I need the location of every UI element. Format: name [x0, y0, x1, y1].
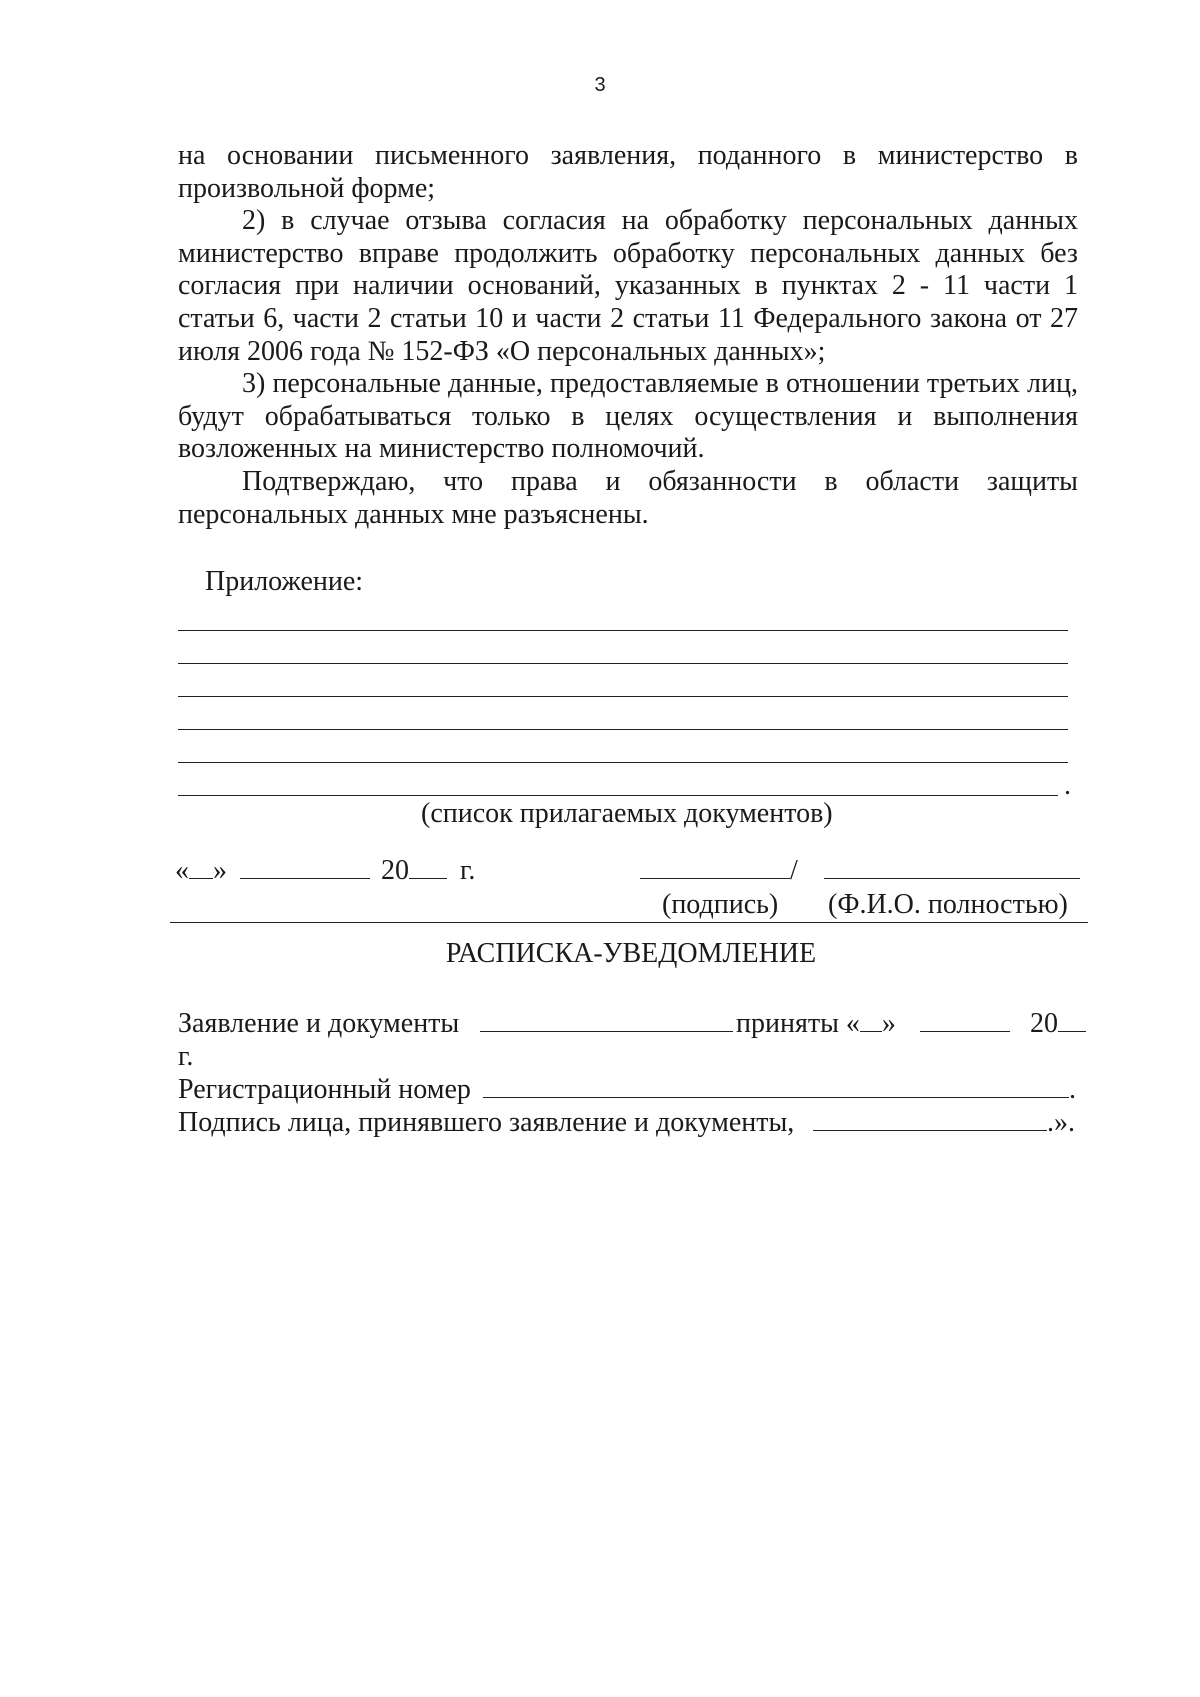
receipt-accepted — [736, 1008, 896, 1040]
appendix-line-end: . — [1064, 770, 1071, 801]
year-prefix: 20 — [381, 855, 409, 886]
page-number: 3 — [594, 74, 606, 96]
paragraph-item-3: 3) персональные данные, предоставляемые в отношении третьих лиц, будут обрабатываться только в целях осуществления и выполнения возложенных на министерство полномочий. — [178, 368, 1078, 465]
section-divider — [170, 922, 1088, 923]
year-blank — [409, 856, 447, 879]
appendix-line-5 — [178, 762, 1068, 763]
receiver-signature-blank-wrap — [813, 1107, 1075, 1139]
accepted-close: » — [881, 1008, 896, 1039]
receiver-signature-label: Подпись лица, принявшего заявление и документы, — [178, 1107, 795, 1138]
appendix-line-1 — [178, 630, 1068, 631]
appendix-caption: (список прилагаемых документов) — [421, 798, 833, 829]
receipt-year-prefix: 20 — [1030, 1008, 1058, 1039]
receipt-docs-label: Заявление и документы — [178, 1008, 460, 1039]
signature-line — [640, 855, 798, 887]
name-caption: (Ф.И.О. полностью) — [828, 889, 1068, 920]
signature-blank — [640, 856, 790, 879]
quote-open: « — [175, 855, 189, 886]
signature-caption: (подпись) — [662, 889, 779, 920]
receipt-heading: РАСПИСКА-УВЕДОМЛЕНИЕ — [445, 938, 817, 969]
month-blank — [240, 856, 370, 879]
receipt-docs-blank-wrap — [480, 1008, 733, 1040]
paragraph-continuation: на основании письменного заявления, поданного в министерство в произвольной форме; — [178, 140, 1078, 204]
day-blank — [189, 856, 213, 879]
receiver-signature-end: .». — [1047, 1107, 1075, 1138]
receipt-year-suffix: г. — [178, 1041, 194, 1072]
name-blank — [824, 856, 1080, 879]
accepted-day-blank — [860, 1009, 882, 1032]
receipt-year — [1030, 1008, 1086, 1040]
reg-number-blank-wrap — [483, 1074, 1076, 1106]
appendix-line-3 — [178, 696, 1068, 697]
reg-number-blank — [483, 1075, 1069, 1098]
appendix-line-6 — [178, 795, 1058, 796]
signature-slash: / — [790, 855, 798, 886]
paragraph-item-2: 2) в случае отзыва согласия на обработку персональных данных министерство вправе продолжить обработку персональных данных без согласия при наличии оснований, указанных в пунктах 2 - 11 части 1 статьи 6, части 2 статьи 10 и части 2 статьи 11 Федерального закона от 27 июля 2006 года № 152-ФЗ «О персональных данных»; — [178, 205, 1078, 367]
quote-close: » — [213, 855, 227, 886]
appendix-line-4 — [178, 729, 1068, 730]
paragraph-confirmation: Подтверждаю, что права и обязанности в области защиты персональных данных мне разъяснены. — [178, 465, 1078, 530]
appendix-line-2 — [178, 663, 1068, 664]
year-suffix: г. — [460, 855, 476, 886]
accepted-label: приняты « — [736, 1008, 860, 1039]
consent-text — [178, 140, 1078, 531]
date-line — [175, 855, 475, 887]
reg-number-label: Регистрационный номер — [178, 1074, 471, 1105]
receipt-month-wrap — [920, 1008, 1010, 1040]
name-line — [824, 855, 1080, 887]
receipt-month-blank — [920, 1009, 1010, 1032]
appendix-label: Приложение: — [205, 566, 364, 597]
receiver-signature-blank — [813, 1108, 1047, 1131]
reg-number-end: . — [1069, 1074, 1076, 1105]
receipt-docs-blank — [480, 1009, 733, 1032]
receipt-year-blank — [1058, 1009, 1086, 1032]
